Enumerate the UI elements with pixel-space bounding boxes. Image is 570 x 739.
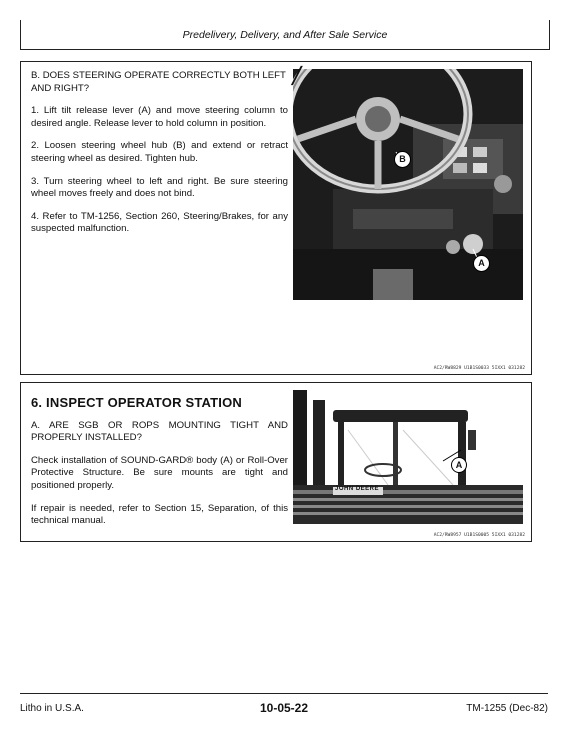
operator-station-heading: 6. INSPECT OPERATOR STATION [31,395,243,410]
tractor-brand-text: JOHN DEERE [335,486,380,492]
operator-figure-code: AC2/RW8957 U1B1S0005 5IXX1 031282 [433,533,525,538]
steering-step-2: 2. Loosen steering wheel hub (B) and extend or retract steering wheel as desired. Tighten hub. [31,140,288,164]
cab-photo-drawing [293,390,523,524]
operator-station-paragraph-2: If repair is needed, refer to Section 15, Separation, of this technical manual. [31,502,288,527]
steering-wheel-photo [293,69,523,300]
header-title: Predelivery, Delivery, and After Sale Service [182,29,388,41]
steering-figure-code: AC2/RW8829 U1B1S0033 5IXX1 031282 [433,366,525,371]
steering-text [31,70,288,246]
steering-step-3: 3. Turn steering wheel to left and right. Be sure steering wheel moves freely and does not bind. [31,175,288,200]
operator-station-section [20,382,532,542]
corner-flag-icon: ╱ [292,68,302,85]
steering-step-1: 1. Lift tilt release lever (A) and move steering column to desired angle. Release lever to hold column in position. [31,105,288,129]
footer-litho: Litho in U.S.A. [20,703,84,714]
page-header [20,20,550,50]
page-footer [20,693,548,722]
callout-a-operator: A [451,457,467,473]
steering-question: B. DOES STEERING OPERATE CORRECTLY BOTH LEFT AND RIGHT? [31,70,286,94]
footer-page-number: 10-05-22 [259,701,309,715]
callout-b: B [394,151,411,168]
operator-station-text [31,391,288,538]
operator-station-paragraph-1: Check installation of SOUND-GARD® body (A) or Roll-Over Protective Structure. Be sure mounts are tight and positioned properly. [31,454,288,491]
operator-station-question: A. ARE SGB OR ROPS MOUNTING TIGHT AND PROPERLY INSTALLED? [31,419,288,444]
footer-manual-id: TM-1255 (Dec-82) [466,703,548,714]
steering-step-4: 4. Refer to TM-1256, Section 260, Steering/Brakes, for any suspected malfunction. [31,210,288,235]
callout-a: A [473,255,490,272]
tractor-cab-photo [293,390,523,524]
steering-section [20,61,532,375]
